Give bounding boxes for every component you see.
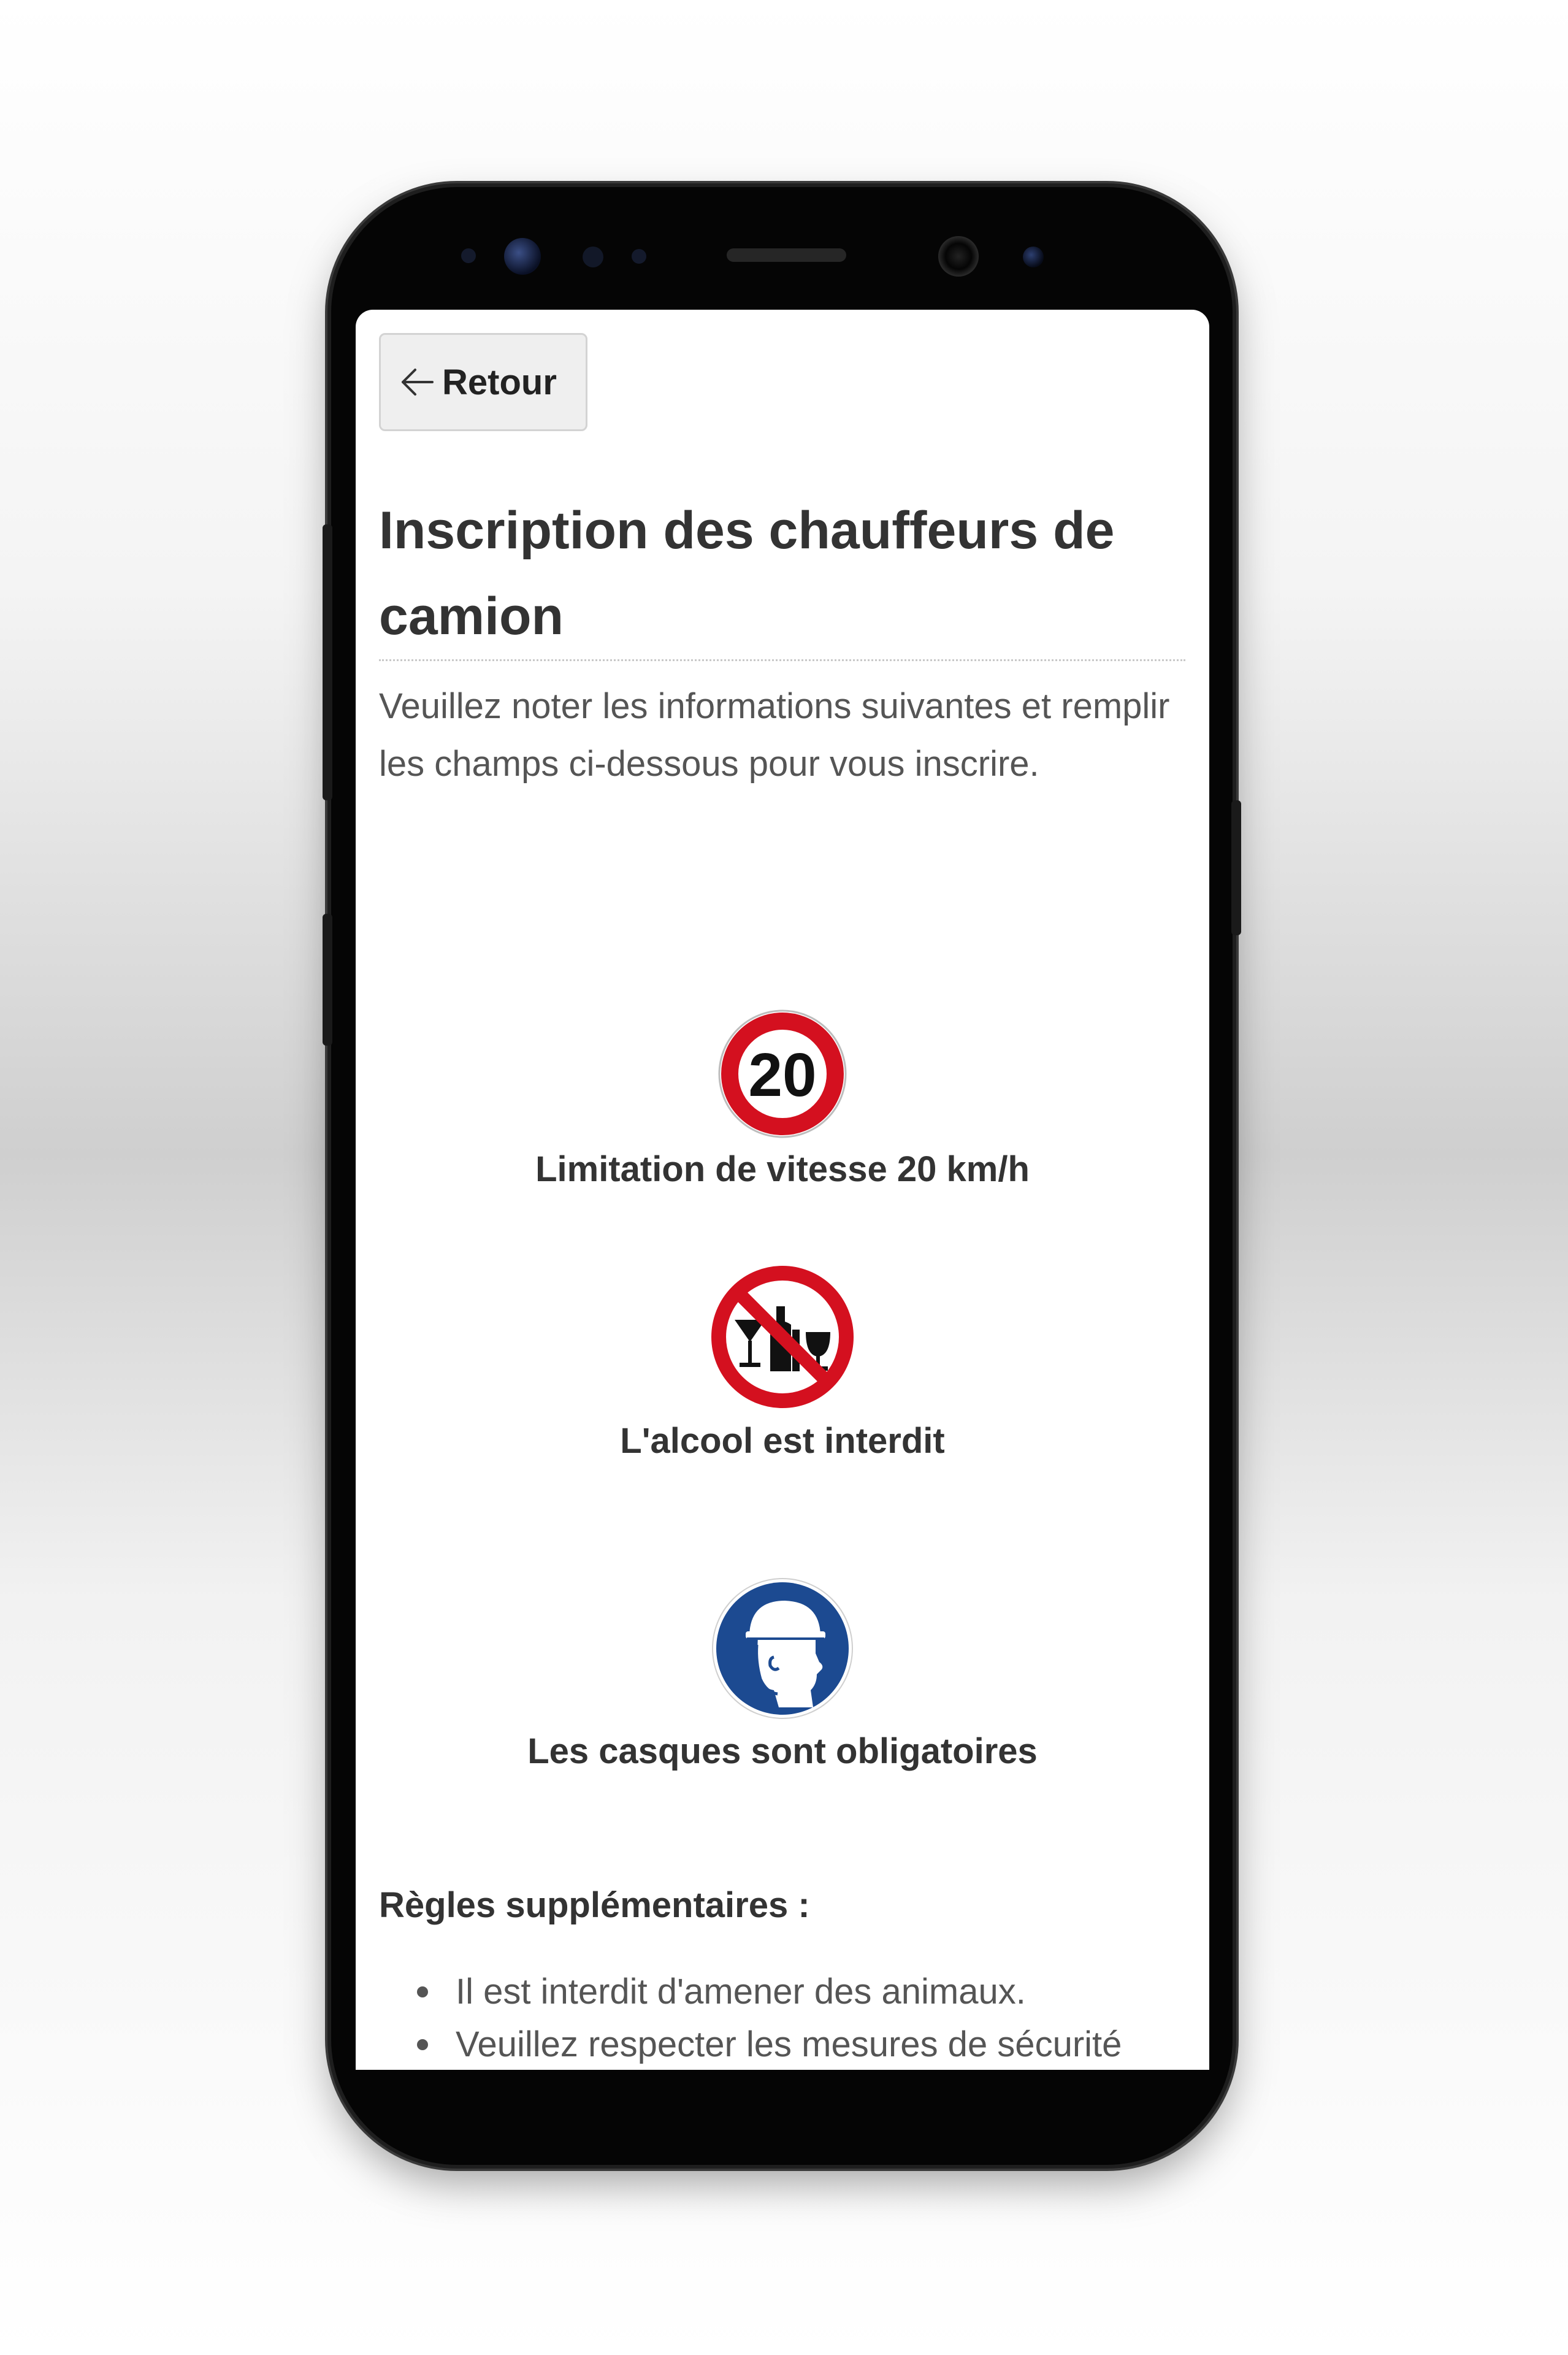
speed-limit-value: 20 bbox=[748, 1041, 817, 1109]
rules-heading: Règles supplémentaires : bbox=[379, 1885, 810, 1925]
iris-camera bbox=[1023, 247, 1044, 267]
earpiece-speaker bbox=[727, 248, 846, 262]
status-led bbox=[632, 249, 646, 264]
volume-button bbox=[323, 524, 332, 800]
speed-limit-caption: Limitation de vitesse 20 km/h bbox=[535, 1149, 1030, 1189]
front-camera bbox=[938, 236, 979, 277]
back-button-label: Retour bbox=[442, 362, 557, 402]
no-alcohol-sign-icon bbox=[709, 1263, 856, 1411]
sign-hard-hat bbox=[356, 1576, 1209, 1772]
bixby-button bbox=[323, 914, 332, 1046]
iris-scanner bbox=[504, 238, 541, 275]
rules-list bbox=[379, 1966, 1209, 2070]
list-item: Il est interdit d'amener des animaux. bbox=[379, 1966, 1209, 2018]
no-alcohol-caption: L'alcool est interdit bbox=[620, 1421, 945, 1461]
speed-limit-sign-icon bbox=[717, 1009, 847, 1139]
back-button[interactable] bbox=[379, 333, 587, 431]
intro-text: Veuillez noter les informations suivantes et remplir les champs ci-dessous pour vous inscrire. bbox=[379, 686, 1170, 784]
hard-hat-caption: Les casques sont obligatoires bbox=[527, 1731, 1038, 1771]
arrow-left-icon bbox=[399, 367, 435, 397]
hard-hat-sign-icon bbox=[710, 1576, 855, 1721]
power-button bbox=[1231, 800, 1241, 935]
light-sensor bbox=[583, 247, 603, 267]
page-title: Inscription des chauffeurs de camion bbox=[379, 501, 1115, 646]
proximity-sensor bbox=[461, 248, 476, 263]
sign-speed-limit bbox=[356, 1009, 1209, 1190]
list-item: Veuillez respecter les mesures de sécurité bbox=[379, 2018, 1209, 2070]
sign-no-alcohol bbox=[356, 1263, 1209, 1461]
title-divider bbox=[379, 659, 1185, 661]
phone-screen bbox=[356, 310, 1209, 2070]
